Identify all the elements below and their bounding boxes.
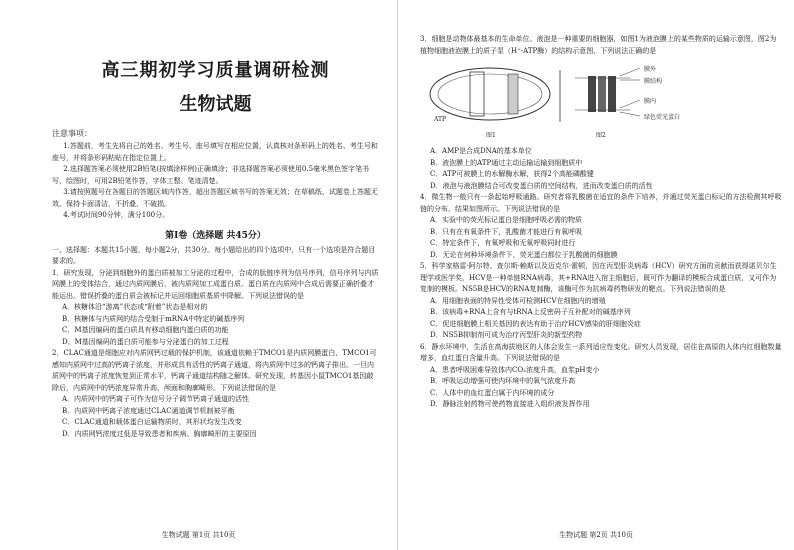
figure-2-label: 图2 xyxy=(596,132,606,139)
exam-title: 高三期初学习质量调研检测 xyxy=(101,60,330,81)
question-6: 6．静水环境中，生活在高海拔地区的人体会发生一系列适应性变化。研究人员发现，居住在高原的人体内红细胞数量增多，血红蛋白含量升高。下列说法错误的是 xyxy=(420,342,782,362)
q1-option-d: D．M基因编码的蛋白质可能参与分泌蛋白的加工过程 xyxy=(62,337,229,346)
legend-membrane: 膜结构 xyxy=(644,78,663,85)
q2-option-b: B．内质网中钙离子浓度通过CLAC通道调节机制被平衡 xyxy=(62,406,235,415)
atp-label: ATP xyxy=(434,116,447,123)
section-instructions: 一、选择题：本题共15小题，每小题2分，共30分。每小题给出的四个选项中，只有一个选项是符合题目要求的。 xyxy=(52,245,376,265)
q4-option-b: B．只有在有氧条件下，乳酸菌才能进行有氧呼吸 xyxy=(430,227,583,236)
q1-option-b: B．核糖体与内质网的结合受制于mRNA中特定的碱基序列 xyxy=(62,314,245,323)
transporter-shape xyxy=(470,72,484,116)
q2-option-a: A．内质网中的钙离子可作为信号分子调节钙离子通道的活性 xyxy=(62,395,250,403)
q3-option-d: D．液泡与液泡膜结合可改变蛋白质的空间结构，进而改变蛋白质的活性 xyxy=(430,181,653,190)
q2-option-d: D．内质网钙浓度过低是导致患者和疾病、胸廓畸形的主要原因 xyxy=(62,429,257,438)
q6-option-d: D．静脉注射药物可使药物直接进入组织液发挥作用 xyxy=(430,400,590,408)
right-page xyxy=(397,0,794,550)
figure-area xyxy=(420,60,782,142)
section-title: 第Ⅰ卷（选择题 共45分） xyxy=(165,230,266,241)
question-1: 1．研究发现，分泌到细胞外的蛋白质被加工分泌的过程中，合成的肽链序列为信号序列，信号序列与内质网膜上的受体结合，通过内质网膜后，被内质网加工成蛋白质。蛋白质在内质网中合成后需要正确折叠才能运出。错误折叠的蛋白质会被标记并运回细胞质基质中降解。下列说法错误的是 xyxy=(52,268,379,300)
legend-outside: 膜外 xyxy=(644,66,657,73)
notice-3: 3.请按照题号在各题目的答题区域内作答，超出答题区域书写的答案无效；在草稿纸、试题卷上答题无效。保持卡面清洁，不折叠、不破损。 xyxy=(52,188,378,208)
exam-subtitle: 生物试题 xyxy=(179,94,252,115)
q5-option-b: B．该病毒+RNA上含有与tRNA上反密码子互补配对的碱基序列 xyxy=(430,308,631,316)
q5-option-c: C．促进细胞膜上相关基因的表达有助于治疗HCV感染的肝细胞炎症 xyxy=(430,319,641,328)
pump-subunit-1 xyxy=(588,76,596,112)
q3-option-b: B．液泡膜上的ATP通过主动运输运输到细胞质中 xyxy=(430,158,583,167)
question-5: 5．科学家格雷·阿尔特、查尔斯·赖斯以及迈克尔·霍顿，因在丙型肝炎病毒（HCV）研究方面的贡献而获得诺贝尔生理学或医学奖，HCV是一种单链RNA病毒，其+RNA进入宿主细胞后，既可作为翻译的模板合成蛋白质，又可作为复制的模板。NS5B是HCV的RNA复制酶，该酶可作为抗病毒药物研发的靶点。下列说法错误的是 xyxy=(420,262,777,293)
q6-option-b: B．呼吸运动增强可使内环境中的氧气浓度升高 xyxy=(430,377,576,385)
pump-subunit-2 xyxy=(598,76,606,112)
q5-option-a: A．用细胞表面的特异性受体可检测HCV在细胞内的增殖 xyxy=(430,296,606,305)
q1-option-c: C．M基因编码的蛋白质具有移动细胞内蛋白质的功能 xyxy=(62,326,229,334)
q6-option-a: A．患者呼吸困难导致体内CO₂浓度升高，血浆pH变小 xyxy=(430,365,600,374)
q4-option-c: C．特定条件下，有氧呼吸和无氧呼吸同时进行 xyxy=(430,239,576,247)
q6-option-c: C．人体中的血红蛋白属于内环境的成分 xyxy=(430,388,555,397)
notice-2: 2.选择题答案必须使用2B铅笔(按填涂样例)正确填涂；非选择题答案必须使用0.5毫米黑色签字笔书写，绘图时，可用2B铅笔作答，字体工整、笔迹清楚。 xyxy=(52,165,370,185)
figure-1-label: 图1 xyxy=(486,132,496,139)
question-4: 4．微生物一般只有一条起始呼吸通路。研究者将乳酸菌在适宜的条件下培养，并通过荧光蛋白标记的方法检测其呼吸链的分布，结果如图所示。下列说法错误的是 xyxy=(420,193,782,213)
channel-shape xyxy=(508,74,518,114)
notice-heading: 注意事项： xyxy=(52,129,92,138)
q1-option-a: A．核糖体沿“游离”状态或“附着”状态是相对的 xyxy=(62,303,208,311)
question-2: 2．CLAC通道是细胞应对内质网钙过载的保护机制，该通道依赖于TMCO1是内质网膜蛋白，TMCO1可感知内质网中过高的钙离子浓度，并形成具有活性的钙离子通道，将内质网中过多的钙离子排出。一旦内质网中的钙离子浓度恢复到正常水平，钙离子通道结构随之解体。研究发现，转基因小鼠TMCO1基因敲除后，内质网中的钙浓度异常升高，颅面和胸廓畸形。下列说法错误的是 xyxy=(52,349,377,392)
legend-gfp: 绿色荧光蛋白 xyxy=(644,114,681,121)
q5-option-d: D．NS5B抑制剂可成为治疗丙型肝炎的新型药物 xyxy=(430,331,583,339)
pump-subunit-3 xyxy=(608,76,616,112)
q3-option-a: A．AMP是合成DNA的基本单位 xyxy=(430,147,532,155)
page-footer-left: 生物试题 第1页 共10页 xyxy=(161,531,236,539)
notice-4: 4.考试时间90分钟，满分100分。 xyxy=(63,211,170,219)
question-3: 3．细胞是动物体最基本的生命单位。液泡是一种重要的细胞器，如图1为液泡膜上的某些物质的运输示意图，图2为植物细胞液泡膜上的质子泵（H⁺-ATP酶）的结构示意图，下列说法正确的是 xyxy=(420,35,777,55)
q4-option-d: D．无论在何种环境条件下，荧光蛋白都位于乳酸菌的细胞膜 xyxy=(430,250,618,259)
q3-option-c: C．ATP可被膜上的水解酶水解，获得2个高能磷酸键 xyxy=(430,170,594,178)
q4-option-a: A．实验中的荧光标记蛋白是细胞呼吸必需的物质 xyxy=(430,216,583,224)
page-footer-right: 生物试题 第2页 共10页 xyxy=(559,531,633,539)
legend-inside: 膜内 xyxy=(644,98,657,105)
q2-option-c: C．CLAC通道和载体蛋白运输物质时，其形状均发生改变 xyxy=(62,418,242,426)
notice-1: 1.答题前，考生先将自己的姓名、考生号、座号填写在相应位置，认真核对条形码上的姓名、考生号和座号，并将条形码粘贴在指定位置上。 xyxy=(52,142,378,162)
